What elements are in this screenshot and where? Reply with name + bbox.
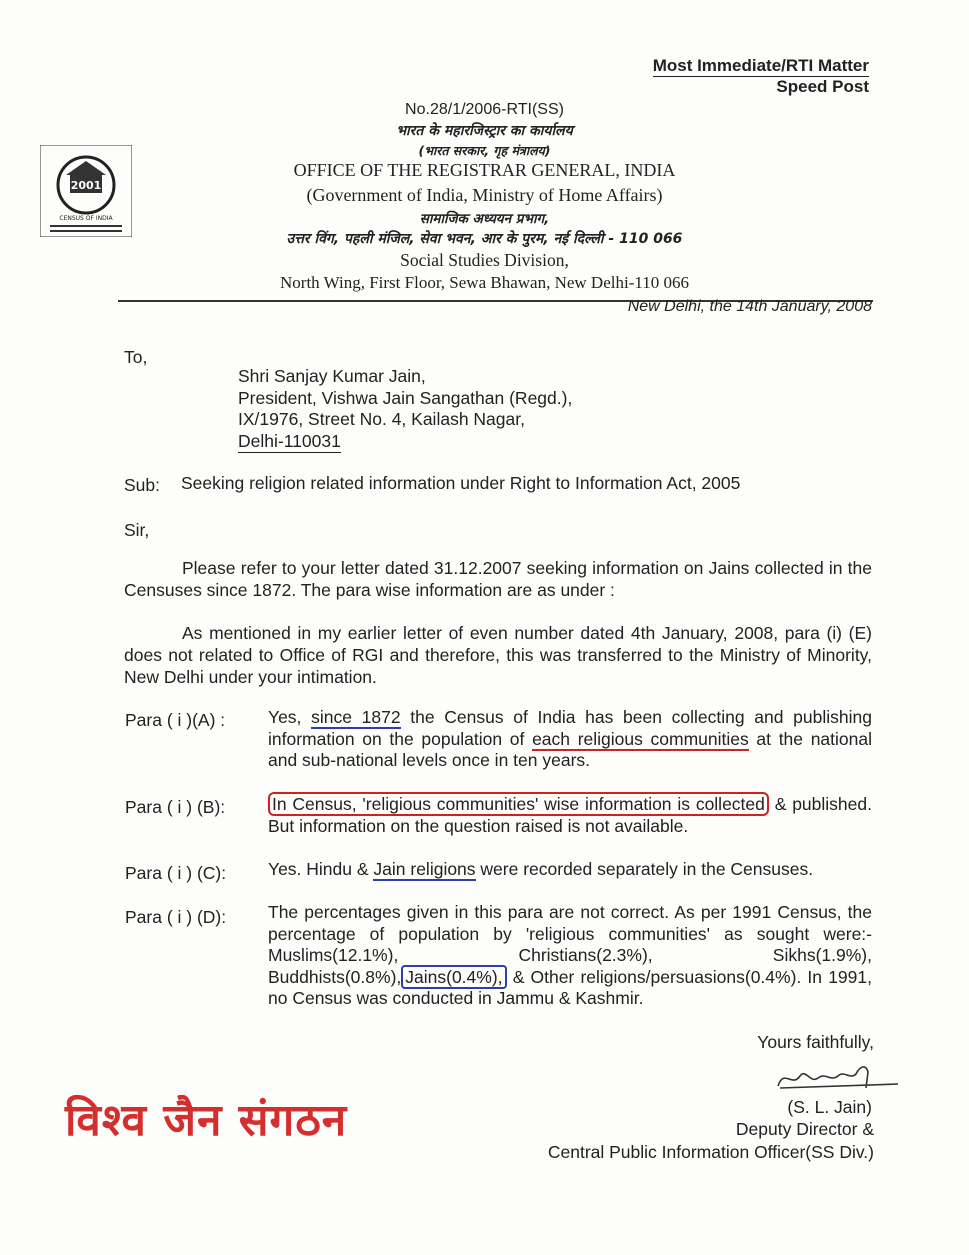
religious-communities-underline: each religious communities	[532, 728, 749, 749]
to-label: To,	[124, 347, 148, 367]
signature	[770, 1058, 910, 1098]
para-d-label: Para ( i ) (D):	[125, 907, 227, 927]
recipient-street: IX/1976, Street No. 4, Kailash Nagar,	[238, 409, 525, 429]
organization-stamp: विश्व जैन संगठन	[65, 1095, 348, 1146]
reference-number: No.28/1/2006-RTI(SS)	[405, 101, 564, 118]
para-c-label: Para ( i ) (C):	[125, 863, 227, 883]
paragraph-reference: Please refer to your letter dated 31.12.2007 seeking information on Jains collected in the Censuses since 1872. The para wise information are as under :	[124, 558, 872, 600]
para-b-label: Para ( i ) (B):	[125, 797, 226, 817]
collected-highlight-box: In Census, 'religious communities' wise information is collected	[268, 792, 769, 816]
paragraph-earlier-letter: As mentioned in my earlier letter of even number dated 4th January, 2008, para (i) (E) does not related to Office of RGI and therefore, this was transferred to the Ministry of Minority, New Delhi under your intimation.	[124, 623, 872, 687]
para-c-text: Yes. Hindu & Jain religions were recorded separately in the Censuses.	[268, 859, 814, 879]
signatory-title2: Central Public Information Officer(SS Div.)	[547, 1142, 874, 1162]
hindi-address: उत्तर विंग, पहली मंजिल, सेवा भवन, आर के पुरम, नई दिल्ली - 110 066	[286, 231, 683, 247]
logo-bottom-text: CENSUS OF INDIA	[59, 215, 113, 222]
para-a-label: Para ( i )(A) :	[125, 710, 226, 730]
logo-year: 2001	[70, 179, 102, 192]
hindi-office-name: भारत के महारजिस्ट्रार का कार्यालय	[396, 123, 573, 139]
para-a-text: Yes, since 1872 the Census of India has been collecting and publishing information on the population of each religious communities at the national and sub-national levels once in ten years.	[268, 707, 872, 770]
office-name: OFFICE OF THE REGISTRAR GENERAL, INDIA	[293, 160, 676, 180]
recipient-name: Shri Sanjay Kumar Jain,	[238, 366, 426, 386]
yours-faithfully: Yours faithfully,	[757, 1032, 874, 1052]
letter-date: New Delhi, the 14th January, 2008	[627, 298, 872, 315]
recipient-designation: President, Vishwa Jain Sangathan (Regd.),	[238, 387, 573, 408]
para-b-text: In Census, 'religious communities' wise information is collected & published. But information on the question raised is not available.	[268, 794, 872, 836]
priority-line2: Speed Post	[776, 77, 869, 96]
hindi-government: (भारत सरकार, गृह मंत्रालय)	[418, 143, 551, 158]
recipient-city: Delhi-110031	[238, 431, 341, 454]
subject-text: Seeking religion related information under Right to Information Act, 2005	[181, 473, 741, 493]
government-line: (Government of India, Ministry of Home Affairs)	[306, 185, 663, 205]
office-address: North Wing, First Floor, Sewa Bhawan, New Delhi-110 066	[280, 273, 689, 292]
priority-marking	[653, 56, 869, 97]
para-d-text: The percentages given in this para are not correct. As per 1991 Census, the percentage of population by 'religious communities' as sought were:- Muslims(12.1%), Christians(2.3%), Sikhs(1.9%), Buddhists(0.8%), Jains(0.4%), & Other religions/persuasions(0.4%). In 1991, no Census was conducted in Jammu & Kashmir.	[268, 902, 872, 1008]
since-1872-underline: since 1872	[311, 707, 401, 727]
recipient-address	[238, 366, 572, 453]
hindi-division: सामाजिक अध्ययन प्रभाग,	[419, 211, 550, 227]
salutation: Sir,	[124, 520, 150, 540]
priority-line1: Most Immediate/RTI Matter	[652, 56, 869, 75]
jains-percentage-box: Jains(0.4%),	[401, 965, 506, 989]
signatory-title1: Deputy Director &	[735, 1119, 874, 1139]
subject-label: Sub:	[124, 475, 160, 495]
jain-religions-underline: Jain religions	[373, 859, 476, 879]
division-name: Social Studies Division,	[400, 250, 569, 270]
signatory-name: (S. L. Jain)	[787, 1097, 872, 1117]
